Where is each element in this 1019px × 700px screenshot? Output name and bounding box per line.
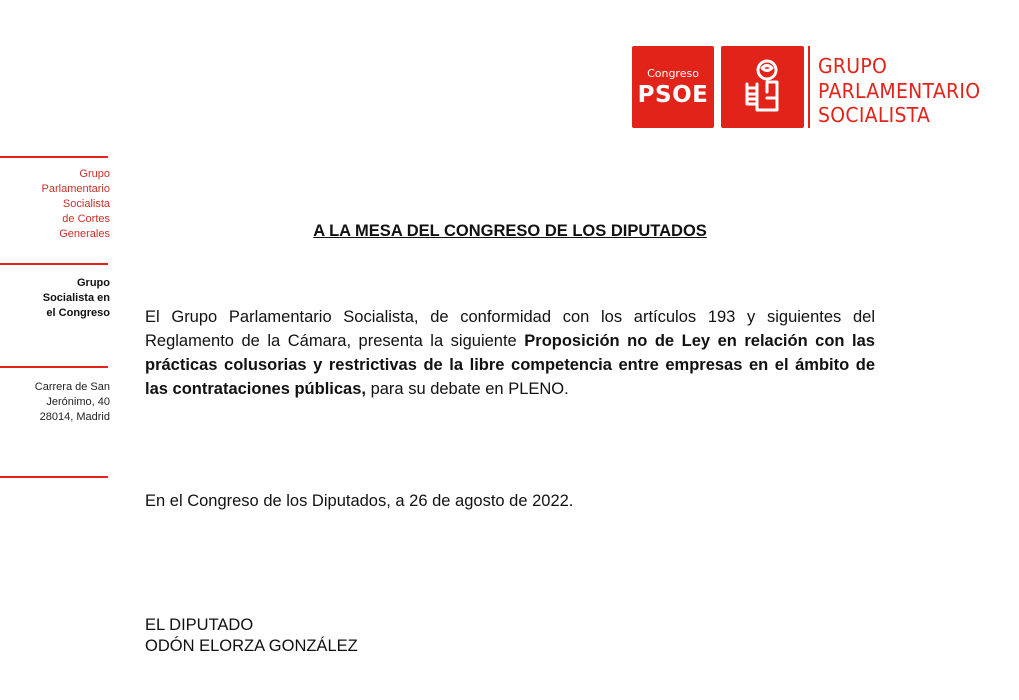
sidebar-line: de Cortes: [62, 213, 110, 225]
sidebar-congreso-group: [0, 276, 110, 321]
sidebar-rule: [0, 476, 108, 478]
sidebar-line: Jerónimo, 40: [46, 396, 110, 408]
sidebar-rule: [0, 156, 108, 158]
sidebar-line: Socialista: [62, 198, 110, 210]
sidebar-line: Socialista en: [42, 292, 110, 304]
sidebar-line: Generales: [59, 228, 110, 240]
psoe-logo-caption: Congreso: [647, 67, 699, 80]
logo-divider: [808, 46, 810, 128]
sidebar-line: Parlamentario: [41, 183, 110, 195]
sidebar-line: 28014, Madrid: [39, 411, 110, 423]
sidebar-line: Grupo: [79, 168, 110, 180]
sidebar-rule: [0, 366, 108, 368]
signature-name: ODÓN ELORZA GONZÁLEZ: [145, 637, 358, 655]
document-heading: A LA MESA DEL CONGRESO DE LOS DIPUTADOS: [313, 222, 707, 240]
group-wordmark-line: SOCIALISTA: [818, 103, 931, 127]
group-wordmark: [818, 54, 980, 128]
body-intro: El Grupo Parlamentario Socialista, de conformidad con los artículos 193 y siguientes del Reglamento de la Cámara, presenta la siguiente: [145, 308, 875, 350]
body-proposition-title: Proposición no de Ley en relación con las prácticas colusorias y restrictivas de la libre competencia entre empresas en el ámbito de las contrataciones públicas,: [145, 332, 875, 398]
psoe-logo: [632, 46, 714, 128]
sidebar-line: Carrera de San: [34, 381, 110, 393]
date-line: En el Congreso de los Diputados, a 26 de agosto de 2022.: [145, 492, 574, 510]
sidebar-address: [0, 380, 110, 425]
sidebar-line: el Congreso: [46, 307, 110, 319]
document-body: [145, 305, 875, 401]
sidebar-rule: [0, 263, 108, 265]
psoe-logo-wordmark: PSOE: [637, 82, 709, 108]
sidebar-group-name: [0, 167, 110, 242]
signature-title: EL DIPUTADO: [145, 616, 254, 634]
fist-rose-icon: [721, 46, 804, 128]
group-wordmark-line: GRUPO: [818, 54, 888, 78]
body-outro: para su debate en PLENO.: [366, 380, 569, 398]
sidebar-line: Grupo: [77, 277, 110, 289]
group-wordmark-line: PARLAMENTARIO: [818, 78, 981, 103]
